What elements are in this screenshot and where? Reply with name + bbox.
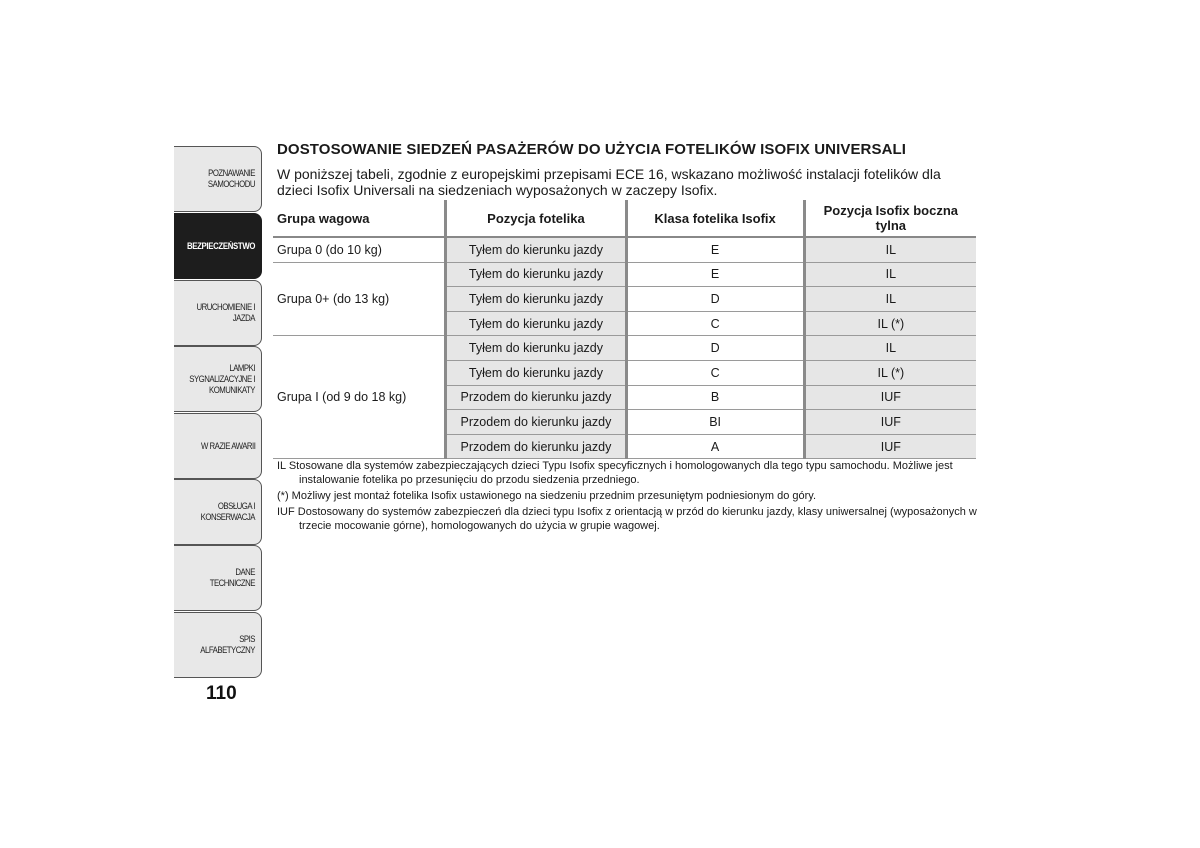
- cell-pozycja: Tyłem do kierunku jazdy: [446, 237, 626, 262]
- table-header-row: [273, 200, 976, 237]
- page-number: 110: [206, 683, 237, 704]
- cell-isofix: IL: [804, 287, 976, 312]
- cell-isofix: IL: [804, 237, 976, 262]
- cell-klasa: BI: [626, 410, 804, 435]
- cell-pozycja: Tyłem do kierunku jazdy: [446, 287, 626, 312]
- footnotes: [277, 459, 977, 535]
- cell-klasa: C: [626, 311, 804, 336]
- header-pozycja-fotelika: Pozycja fotelika: [446, 200, 626, 237]
- group-label: Grupa 0 (do 10 kg): [273, 237, 446, 262]
- cell-klasa: B: [626, 385, 804, 410]
- cell-klasa: E: [626, 262, 804, 287]
- footnote-asterisk: (*) Możliwy jest montaż fotelika Isofix ustawionego na siedzeniu przednim przesuniętym podniesionym do góry.: [277, 490, 817, 502]
- cell-isofix: IL (*): [804, 311, 976, 336]
- cell-klasa: E: [626, 237, 804, 262]
- header-pozycja-isofix: Pozycja Isofix boczna tylna: [804, 200, 976, 237]
- cell-klasa: D: [626, 287, 804, 312]
- cell-pozycja: Tyłem do kierunku jazdy: [446, 262, 626, 287]
- cell-pozycja: Tyłem do kierunku jazdy: [446, 336, 626, 361]
- tab-w-razie-awarii[interactable]: W RAZIE AWARII: [174, 413, 262, 479]
- group-label: Grupa I (od 9 do 18 kg): [273, 336, 446, 459]
- cell-isofix: IUF: [804, 385, 976, 410]
- tab-spis-alfabetyczny[interactable]: SPIS ALFABETYCZNY: [174, 612, 262, 678]
- cell-klasa: C: [626, 360, 804, 385]
- tab-dane-techniczne[interactable]: DANE TECHNICZNE: [174, 545, 262, 611]
- tab-uruchomienie-i-jazda[interactable]: URUCHOMIENIE I JAZDA: [174, 280, 262, 346]
- tab-obsluga-i-konserwacja[interactable]: OBSŁUGA I KONSERWACJA: [174, 479, 262, 545]
- table-row: [273, 336, 976, 361]
- cell-isofix: IUF: [804, 410, 976, 435]
- table-row: [273, 237, 976, 262]
- header-klasa-fotelika: Klasa fotelika Isofix: [626, 200, 804, 237]
- table-row: [273, 262, 976, 287]
- group-label: Grupa 0+ (do 13 kg): [273, 262, 446, 336]
- tab-lampki-sygnalizacyjne[interactable]: LAMPKI SYGNALIZACYJNE I KOMUNIKATY: [174, 346, 262, 412]
- footnote-il: IL Stosowane dla systemów zabezpieczających dzieci Typu Isofix specyficznych i homologowanych dla tego typu samochodu. Możliwe jest instalowanie fotelika po przesunięciu do przodu siedzenia przedniego.: [277, 460, 953, 486]
- cell-klasa: A: [626, 434, 804, 459]
- cell-klasa: D: [626, 336, 804, 361]
- tab-poznawanie-samochodu[interactable]: POZNAWANIE SAMOCHODU: [174, 146, 262, 212]
- cell-pozycja: Przodem do kierunku jazdy: [446, 385, 626, 410]
- cell-isofix: IL: [804, 262, 976, 287]
- cell-isofix: IL (*): [804, 360, 976, 385]
- tab-bezpieczenstwo[interactable]: BEZPIECZEŃSTWO: [174, 213, 262, 279]
- header-grupa-wagowa: Grupa wagowa: [273, 200, 446, 237]
- isofix-table: [273, 200, 976, 459]
- intro-paragraph: W poniższej tabeli, zgodnie z europejskimi przepisami ECE 16, wskazano możliwość instalacji fotelików dla dzieci Isofix Universali na siedzeniach wyposażonych w zaczepy Isofix.: [277, 166, 941, 198]
- cell-isofix: IUF: [804, 434, 976, 459]
- footnote-iuf: IUF Dostosowany do systemów zabezpieczeń dla dzieci typu Isofix z orientacją w przód do kierunku jazdy, klasy uniwersalnej (wyposażonych w trzecie mocowanie górne), homologowanych do użycia w grupie wagowej.: [277, 506, 977, 532]
- cell-pozycja: Przodem do kierunku jazdy: [446, 434, 626, 459]
- cell-pozycja: Przodem do kierunku jazdy: [446, 410, 626, 435]
- cell-pozycja: Tyłem do kierunku jazdy: [446, 311, 626, 336]
- cell-isofix: IL: [804, 336, 976, 361]
- page-title: DOSTOSOWANIE SIEDZEŃ PASAŻERÓW DO UŻYCIA FOTELIKÓW ISOFIX UNIVERSALI: [277, 141, 907, 158]
- cell-pozycja: Tyłem do kierunku jazdy: [446, 360, 626, 385]
